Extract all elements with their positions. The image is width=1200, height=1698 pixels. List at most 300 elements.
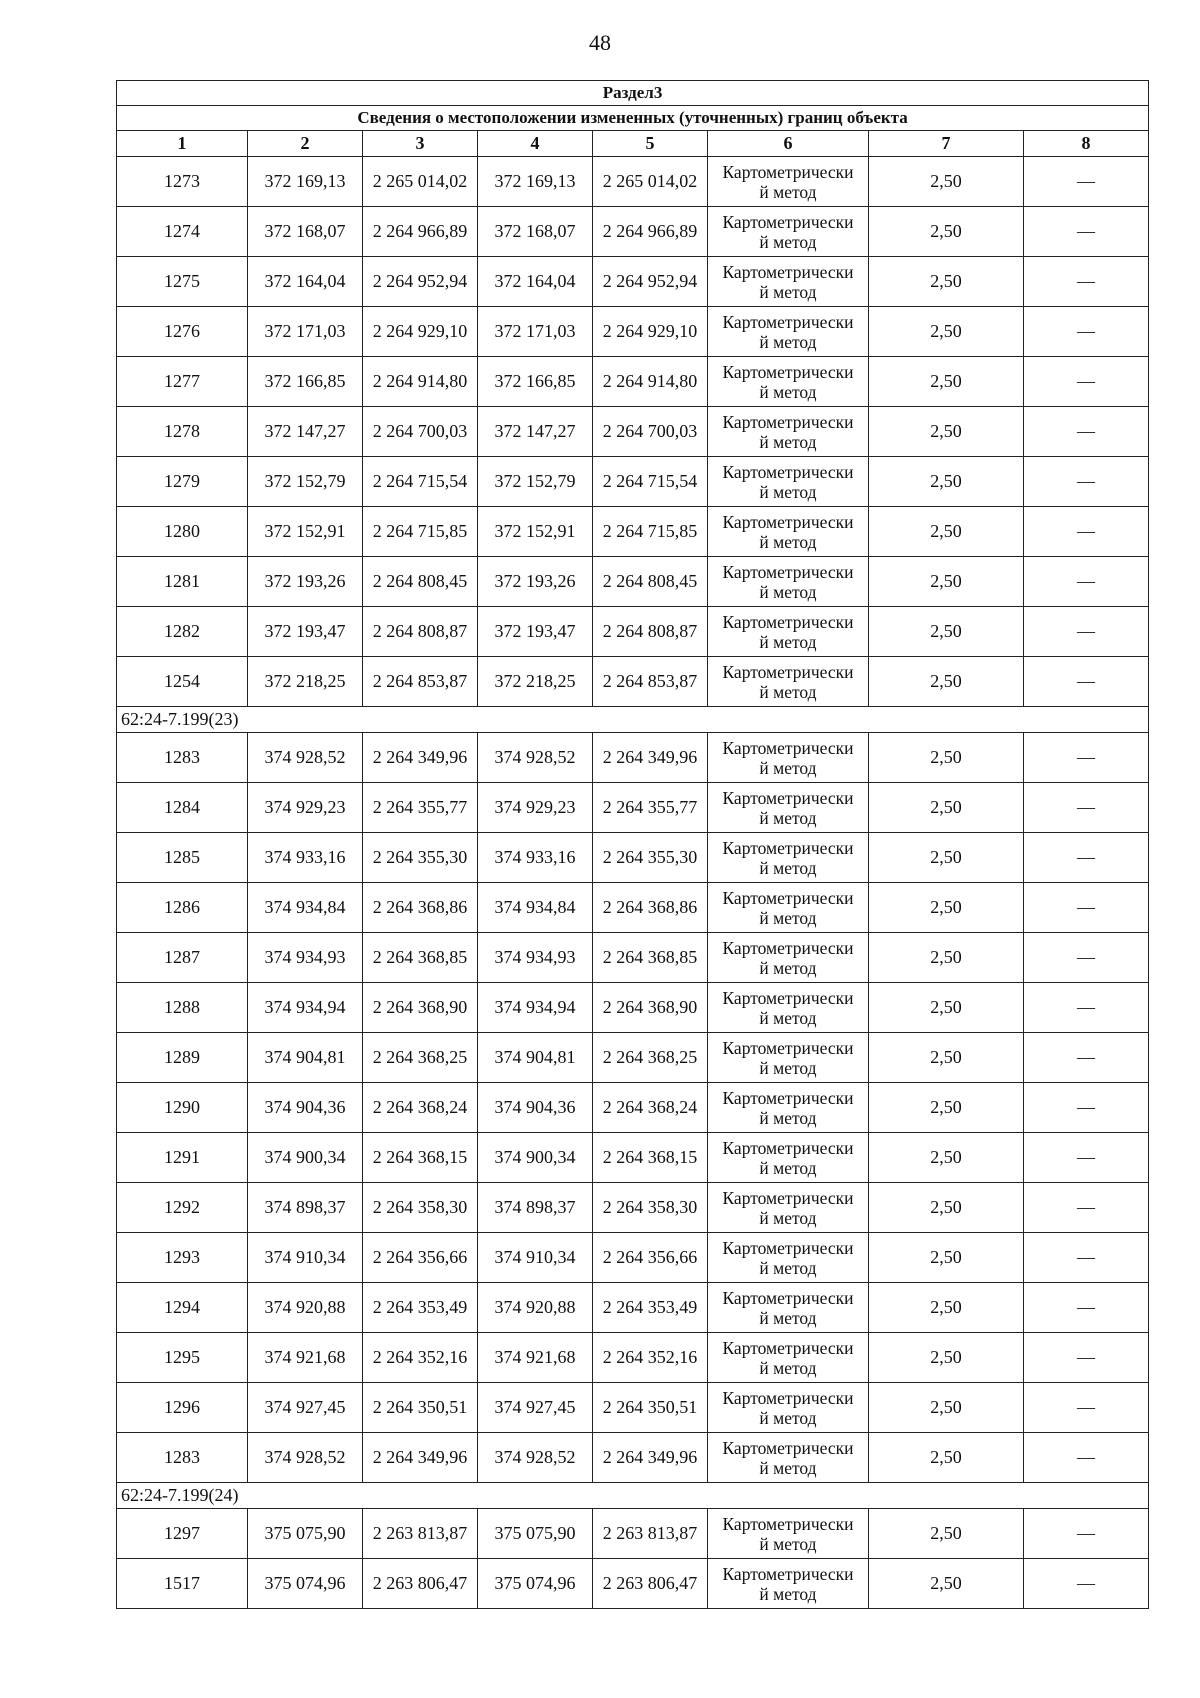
coordinate-cell: 2 264 356,66 — [593, 1233, 708, 1283]
coordinate-cell: 372 171,03 — [248, 307, 363, 357]
point-number-cell: 1274 — [117, 207, 248, 257]
method-cell — [708, 1133, 869, 1183]
coordinate-cell: 374 904,36 — [248, 1083, 363, 1133]
dash-cell: — — [1024, 1509, 1149, 1559]
coordinate-cell: 374 928,52 — [478, 733, 593, 783]
method-line-2: й метод — [759, 331, 817, 352]
table-row — [117, 983, 1149, 1033]
point-number-cell: 1281 — [117, 557, 248, 607]
coordinate-cell: 372 169,13 — [478, 157, 593, 207]
point-number-cell: 1277 — [117, 357, 248, 407]
point-number-cell: 1296 — [117, 1383, 248, 1433]
group-label: 62:24-7.199(24) — [117, 1483, 1149, 1509]
coordinate-cell: 2 264 715,54 — [593, 457, 708, 507]
accuracy-cell: 2,50 — [869, 1333, 1024, 1383]
accuracy-cell: 2,50 — [869, 257, 1024, 307]
method-line-2: й метод — [759, 1207, 817, 1228]
table-row — [117, 607, 1149, 657]
table-body — [117, 157, 1149, 1609]
coordinate-cell: 374 927,45 — [478, 1383, 593, 1433]
dash-cell: — — [1024, 407, 1149, 457]
point-number-cell: 1275 — [117, 257, 248, 307]
coordinate-cell: 2 264 808,45 — [363, 557, 478, 607]
coordinate-cell: 2 264 349,96 — [363, 1433, 478, 1483]
point-number-cell: 1273 — [117, 157, 248, 207]
table-row — [117, 1083, 1149, 1133]
method-line-1: Картометрически — [722, 937, 854, 958]
method-line-1: Картометрически — [722, 787, 854, 808]
coordinate-cell: 372 147,27 — [248, 407, 363, 457]
method-cell — [708, 1433, 869, 1483]
coordinate-cell: 372 193,26 — [478, 557, 593, 607]
coordinate-cell: 2 264 355,30 — [593, 833, 708, 883]
method-cell — [708, 1083, 869, 1133]
coordinate-cell: 374 920,88 — [248, 1283, 363, 1333]
point-number-cell: 1291 — [117, 1133, 248, 1183]
coordinate-cell: 374 910,34 — [248, 1233, 363, 1283]
point-number-cell: 1276 — [117, 307, 248, 357]
coordinate-cell: 375 074,96 — [248, 1559, 363, 1609]
dash-cell: — — [1024, 657, 1149, 707]
table-row — [117, 157, 1149, 207]
dash-cell: — — [1024, 1083, 1149, 1133]
method-cell — [708, 1283, 869, 1333]
method-cell — [708, 1559, 869, 1609]
coordinate-cell: 2 264 952,94 — [593, 257, 708, 307]
method-line-1: Картометрически — [722, 1563, 854, 1584]
point-number-cell: 1292 — [117, 1183, 248, 1233]
method-cell — [708, 1383, 869, 1433]
method-line-1: Картометрически — [722, 1087, 854, 1108]
method-line-1: Картометрически — [722, 411, 854, 432]
coordinate-cell: 2 264 350,51 — [593, 1383, 708, 1433]
coordinate-cell: 374 929,23 — [248, 783, 363, 833]
coordinate-cell: 374 928,52 — [248, 1433, 363, 1483]
coordinate-cell: 2 264 355,77 — [363, 783, 478, 833]
coordinate-cell: 2 264 853,87 — [363, 657, 478, 707]
table-row — [117, 1183, 1149, 1233]
dash-cell: — — [1024, 1133, 1149, 1183]
coordinate-cell: 372 152,91 — [248, 507, 363, 557]
coordinate-cell: 2 264 966,89 — [593, 207, 708, 257]
method-cell — [708, 733, 869, 783]
table-row — [117, 1233, 1149, 1283]
method-cell — [708, 833, 869, 883]
table-row — [117, 657, 1149, 707]
coordinate-cell: 2 264 356,66 — [363, 1233, 478, 1283]
coordinate-cell: 2 264 353,49 — [593, 1283, 708, 1333]
table-row — [117, 1333, 1149, 1383]
method-line-2: й метод — [759, 381, 817, 402]
coordinate-cell: 2 263 813,87 — [363, 1509, 478, 1559]
method-line-2: й метод — [759, 1533, 817, 1554]
method-cell — [708, 983, 869, 1033]
table-row — [117, 507, 1149, 557]
section-label: Раздел3 — [117, 81, 1149, 106]
method-line-2: й метод — [759, 1157, 817, 1178]
method-cell — [708, 407, 869, 457]
method-cell — [708, 357, 869, 407]
method-line-2: й метод — [759, 807, 817, 828]
table-row — [117, 1509, 1149, 1559]
coordinate-cell: 2 264 715,85 — [593, 507, 708, 557]
method-line-2: й метод — [759, 1457, 817, 1478]
accuracy-cell: 2,50 — [869, 557, 1024, 607]
method-cell — [708, 607, 869, 657]
point-number-cell: 1279 — [117, 457, 248, 507]
method-line-1: Картометрически — [722, 211, 854, 232]
method-line-1: Картометрически — [722, 561, 854, 582]
point-number-cell: 1288 — [117, 983, 248, 1033]
coordinate-cell: 2 264 715,54 — [363, 457, 478, 507]
accuracy-cell: 2,50 — [869, 357, 1024, 407]
dash-cell: — — [1024, 1283, 1149, 1333]
accuracy-cell: 2,50 — [869, 883, 1024, 933]
dash-cell: — — [1024, 933, 1149, 983]
coordinate-cell: 2 264 368,15 — [593, 1133, 708, 1183]
table-row — [117, 1559, 1149, 1609]
method-line-2: й метод — [759, 481, 817, 502]
coordinate-cell: 372 166,85 — [478, 357, 593, 407]
accuracy-cell: 2,50 — [869, 1233, 1024, 1283]
accuracy-cell: 2,50 — [869, 733, 1024, 783]
dash-cell: — — [1024, 307, 1149, 357]
table-row — [117, 357, 1149, 407]
coordinate-cell: 372 193,47 — [478, 607, 593, 657]
coordinate-cell: 374 934,94 — [478, 983, 593, 1033]
method-line-2: й метод — [759, 1257, 817, 1278]
method-line-2: й метод — [759, 907, 817, 928]
method-line-2: й метод — [759, 1057, 817, 1078]
coordinate-cell: 2 264 368,24 — [363, 1083, 478, 1133]
table-row — [117, 733, 1149, 783]
coordinate-cell: 2 264 929,10 — [363, 307, 478, 357]
coordinate-cell: 2 264 352,16 — [363, 1333, 478, 1383]
accuracy-cell: 2,50 — [869, 1183, 1024, 1233]
coordinate-cell: 2 264 368,25 — [363, 1033, 478, 1083]
method-line-2: й метод — [759, 631, 817, 652]
table-row — [117, 457, 1149, 507]
method-line-2: й метод — [759, 857, 817, 878]
coordinate-cell: 372 164,04 — [478, 257, 593, 307]
coordinate-cell: 374 920,88 — [478, 1283, 593, 1333]
coordinate-cell: 2 264 914,80 — [363, 357, 478, 407]
column-header: 5 — [593, 131, 708, 157]
dash-cell: — — [1024, 1183, 1149, 1233]
coordinate-cell: 372 171,03 — [478, 307, 593, 357]
method-line-2: й метод — [759, 1007, 817, 1028]
dash-cell: — — [1024, 257, 1149, 307]
coordinate-cell: 372 168,07 — [248, 207, 363, 257]
dash-cell: — — [1024, 157, 1149, 207]
section-title: Сведения о местоположении измененных (уточненных) границ объекта — [117, 106, 1149, 131]
coordinate-cell: 2 264 349,96 — [593, 1433, 708, 1483]
dash-cell: — — [1024, 1033, 1149, 1083]
coordinate-cell: 375 075,90 — [478, 1509, 593, 1559]
dash-cell: — — [1024, 507, 1149, 557]
method-cell — [708, 307, 869, 357]
coordinate-cell: 2 265 014,02 — [363, 157, 478, 207]
dash-cell: — — [1024, 1383, 1149, 1433]
coordinate-cell: 2 264 368,86 — [363, 883, 478, 933]
coordinate-cell: 372 164,04 — [248, 257, 363, 307]
method-cell — [708, 207, 869, 257]
coordinate-cell: 374 900,34 — [478, 1133, 593, 1183]
method-line-2: й метод — [759, 531, 817, 552]
method-line-2: й метод — [759, 1583, 817, 1604]
coordinate-cell: 374 900,34 — [248, 1133, 363, 1183]
coordinate-cell: 372 193,47 — [248, 607, 363, 657]
coordinate-cell: 2 264 853,87 — [593, 657, 708, 707]
accuracy-cell: 2,50 — [869, 457, 1024, 507]
method-line-2: й метод — [759, 1357, 817, 1378]
method-line-2: й метод — [759, 1307, 817, 1328]
group-row — [117, 1483, 1149, 1509]
coordinate-cell: 372 218,25 — [478, 657, 593, 707]
point-number-cell: 1283 — [117, 733, 248, 783]
method-line-1: Картометрически — [722, 737, 854, 758]
table-row — [117, 933, 1149, 983]
coordinate-cell: 2 264 358,30 — [363, 1183, 478, 1233]
coordinate-cell: 2 264 368,85 — [593, 933, 708, 983]
coordinate-cell: 2 264 368,24 — [593, 1083, 708, 1133]
table-row — [117, 883, 1149, 933]
coordinate-cell: 372 152,79 — [478, 457, 593, 507]
method-cell — [708, 557, 869, 607]
coordinate-cell: 2 263 806,47 — [593, 1559, 708, 1609]
accuracy-cell: 2,50 — [869, 833, 1024, 883]
coordinate-cell: 375 074,96 — [478, 1559, 593, 1609]
method-line-1: Картометрически — [722, 161, 854, 182]
coordinate-cell: 374 933,16 — [248, 833, 363, 883]
method-line-1: Картометрически — [722, 261, 854, 282]
point-number-cell: 1289 — [117, 1033, 248, 1083]
coordinate-cell: 2 263 813,87 — [593, 1509, 708, 1559]
coordinate-cell: 2 264 350,51 — [363, 1383, 478, 1433]
point-number-cell: 1278 — [117, 407, 248, 457]
point-number-cell: 1293 — [117, 1233, 248, 1283]
dash-cell: — — [1024, 1559, 1149, 1609]
method-line-2: й метод — [759, 181, 817, 202]
coordinate-cell: 2 264 808,87 — [593, 607, 708, 657]
coordinate-cell: 374 898,37 — [478, 1183, 593, 1233]
coordinate-cell: 374 921,68 — [478, 1333, 593, 1383]
coordinate-cell: 2 264 368,25 — [593, 1033, 708, 1083]
method-cell — [708, 257, 869, 307]
column-header: 4 — [478, 131, 593, 157]
method-line-1: Картометрически — [722, 511, 854, 532]
coordinate-cell: 2 264 700,03 — [363, 407, 478, 457]
point-number-cell: 1517 — [117, 1559, 248, 1609]
coordinate-cell: 374 934,93 — [248, 933, 363, 983]
point-number-cell: 1280 — [117, 507, 248, 557]
dash-cell: — — [1024, 1333, 1149, 1383]
accuracy-cell: 2,50 — [869, 507, 1024, 557]
method-line-1: Картометрически — [722, 1287, 854, 1308]
table-row — [117, 1383, 1149, 1433]
coordinate-cell: 372 152,79 — [248, 457, 363, 507]
point-number-cell: 1284 — [117, 783, 248, 833]
accuracy-cell: 2,50 — [869, 1559, 1024, 1609]
method-line-2: й метод — [759, 681, 817, 702]
accuracy-cell: 2,50 — [869, 657, 1024, 707]
coordinate-cell: 372 168,07 — [478, 207, 593, 257]
table-row — [117, 307, 1149, 357]
coordinate-cell: 2 265 014,02 — [593, 157, 708, 207]
table-row — [117, 407, 1149, 457]
table-row — [117, 1433, 1149, 1483]
table-row — [117, 833, 1149, 883]
coordinate-cell: 374 904,81 — [478, 1033, 593, 1083]
coordinate-cell: 2 264 808,45 — [593, 557, 708, 607]
method-line-1: Картометрически — [722, 611, 854, 632]
method-line-1: Картометрически — [722, 1037, 854, 1058]
coordinate-cell: 2 264 355,30 — [363, 833, 478, 883]
method-line-1: Картометрически — [722, 837, 854, 858]
accuracy-cell: 2,50 — [869, 933, 1024, 983]
coordinate-cell: 2 264 352,16 — [593, 1333, 708, 1383]
method-line-2: й метод — [759, 581, 817, 602]
accuracy-cell: 2,50 — [869, 1133, 1024, 1183]
method-cell — [708, 507, 869, 557]
coordinate-cell: 372 193,26 — [248, 557, 363, 607]
coordinate-cell: 2 264 808,87 — [363, 607, 478, 657]
coordinate-cell: 372 147,27 — [478, 407, 593, 457]
coordinate-cell: 374 928,52 — [478, 1433, 593, 1483]
dash-cell: — — [1024, 457, 1149, 507]
method-line-2: й метод — [759, 1407, 817, 1428]
dash-cell: — — [1024, 357, 1149, 407]
coordinate-cell: 372 218,25 — [248, 657, 363, 707]
method-line-1: Картометрически — [722, 987, 854, 1008]
method-line-1: Картометрически — [722, 1437, 854, 1458]
method-line-2: й метод — [759, 281, 817, 302]
method-line-1: Картометрически — [722, 887, 854, 908]
method-line-1: Картометрически — [722, 1337, 854, 1358]
point-number-cell: 1283 — [117, 1433, 248, 1483]
point-number-cell: 1295 — [117, 1333, 248, 1383]
dash-cell: — — [1024, 783, 1149, 833]
method-cell — [708, 657, 869, 707]
coordinate-cell: 2 264 349,96 — [363, 733, 478, 783]
column-header: 1 — [117, 131, 248, 157]
dash-cell: — — [1024, 1233, 1149, 1283]
coordinate-cell: 374 921,68 — [248, 1333, 363, 1383]
accuracy-cell: 2,50 — [869, 983, 1024, 1033]
coordinate-cell: 2 264 966,89 — [363, 207, 478, 257]
column-header: 7 — [869, 131, 1024, 157]
method-cell — [708, 1333, 869, 1383]
coordinate-cell: 2 264 700,03 — [593, 407, 708, 457]
method-cell — [708, 157, 869, 207]
coordinate-cell: 374 928,52 — [248, 733, 363, 783]
page-number: 48 — [589, 30, 611, 55]
table-row — [117, 1133, 1149, 1183]
table-row — [117, 557, 1149, 607]
accuracy-cell: 2,50 — [869, 783, 1024, 833]
dash-cell: — — [1024, 557, 1149, 607]
coordinate-cell: 2 264 353,49 — [363, 1283, 478, 1333]
accuracy-cell: 2,50 — [869, 1083, 1024, 1133]
table-row — [117, 1033, 1149, 1083]
coordinate-cell: 2 264 368,86 — [593, 883, 708, 933]
point-number-cell: 1287 — [117, 933, 248, 983]
dash-cell: — — [1024, 1433, 1149, 1483]
accuracy-cell: 2,50 — [869, 1033, 1024, 1083]
accuracy-cell: 2,50 — [869, 607, 1024, 657]
dash-cell: — — [1024, 607, 1149, 657]
point-number-cell: 1254 — [117, 657, 248, 707]
accuracy-cell: 2,50 — [869, 1283, 1024, 1333]
coordinate-cell: 2 264 914,80 — [593, 357, 708, 407]
column-header: 3 — [363, 131, 478, 157]
dash-cell: — — [1024, 833, 1149, 883]
coordinate-cell: 374 934,84 — [478, 883, 593, 933]
method-line-1: Картометрически — [722, 1387, 854, 1408]
coordinate-cell: 374 904,81 — [248, 1033, 363, 1083]
coordinate-cell: 2 264 368,90 — [593, 983, 708, 1033]
table-row — [117, 783, 1149, 833]
point-number-cell: 1294 — [117, 1283, 248, 1333]
coordinate-cell: 374 933,16 — [478, 833, 593, 883]
coordinate-cell: 2 264 368,15 — [363, 1133, 478, 1183]
column-header: 2 — [248, 131, 363, 157]
coordinate-cell: 374 898,37 — [248, 1183, 363, 1233]
table-row — [117, 1283, 1149, 1333]
method-cell — [708, 783, 869, 833]
coordinate-cell: 374 934,84 — [248, 883, 363, 933]
method-line-2: й метод — [759, 1107, 817, 1128]
coordinate-cell: 374 904,36 — [478, 1083, 593, 1133]
dash-cell: — — [1024, 983, 1149, 1033]
method-cell — [708, 457, 869, 507]
column-header: 8 — [1024, 131, 1149, 157]
method-line-2: й метод — [759, 431, 817, 452]
point-number-cell: 1290 — [117, 1083, 248, 1133]
method-cell — [708, 1183, 869, 1233]
point-number-cell: 1297 — [117, 1509, 248, 1559]
coordinate-cell: 2 264 929,10 — [593, 307, 708, 357]
method-line-1: Картометрически — [722, 1187, 854, 1208]
coordinate-cell: 374 910,34 — [478, 1233, 593, 1283]
method-line-1: Картометрически — [722, 661, 854, 682]
coordinate-cell: 2 264 715,85 — [363, 507, 478, 557]
method-line-1: Картометрически — [722, 1237, 854, 1258]
coordinate-cell: 374 934,93 — [478, 933, 593, 983]
method-line-1: Картометрически — [722, 1513, 854, 1534]
method-line-2: й метод — [759, 757, 817, 778]
accuracy-cell: 2,50 — [869, 1433, 1024, 1483]
coordinate-cell: 374 929,23 — [478, 783, 593, 833]
accuracy-cell: 2,50 — [869, 407, 1024, 457]
coordinate-cell: 2 264 368,85 — [363, 933, 478, 983]
boundary-table — [116, 80, 1149, 1609]
method-line-1: Картометрически — [722, 1137, 854, 1158]
point-number-cell: 1285 — [117, 833, 248, 883]
method-line-2: й метод — [759, 957, 817, 978]
table-row — [117, 207, 1149, 257]
coordinate-cell: 2 264 952,94 — [363, 257, 478, 307]
coordinate-cell: 2 264 355,77 — [593, 783, 708, 833]
coordinate-cell: 372 152,91 — [478, 507, 593, 557]
column-header-row — [117, 131, 1149, 157]
method-cell — [708, 1509, 869, 1559]
method-line-1: Картометрически — [722, 311, 854, 332]
column-header: 6 — [708, 131, 869, 157]
coordinate-cell: 372 169,13 — [248, 157, 363, 207]
method-line-2: й метод — [759, 231, 817, 252]
table-row — [117, 257, 1149, 307]
